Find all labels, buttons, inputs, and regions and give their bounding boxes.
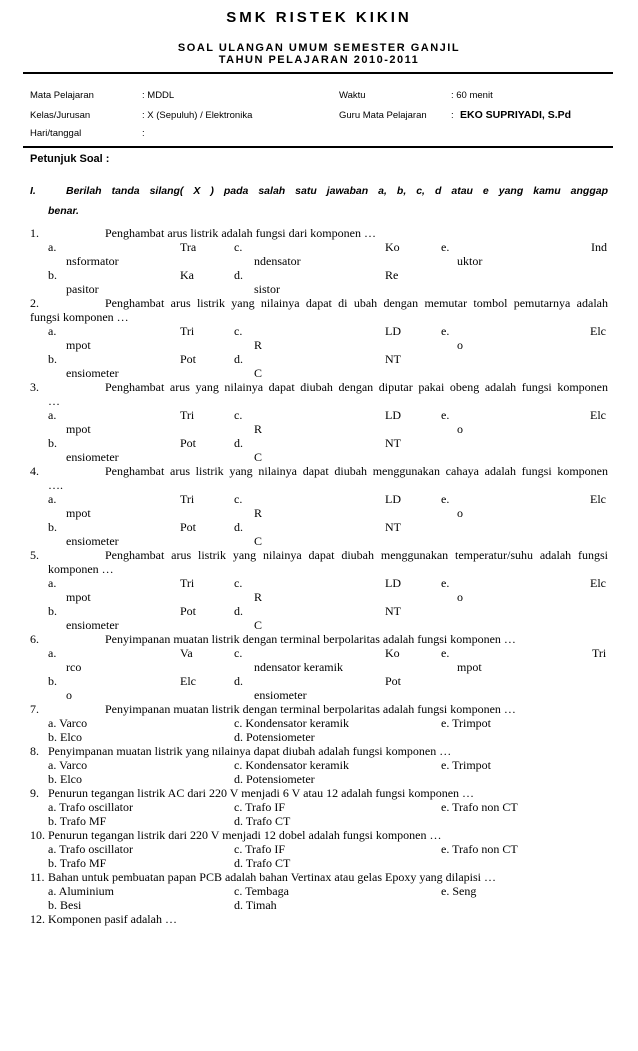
question-text: Penurun tegangan listrik AC dari 220 V menjadi 6 V atau 12 adalah fungsi komponen … (48, 786, 475, 800)
option-e-text-cont: mpot (457, 660, 482, 674)
question-number: 11. (30, 870, 45, 884)
option-e: e. Trimpot (441, 758, 492, 772)
option-e: e. (441, 646, 450, 660)
date-value: : (142, 128, 145, 139)
option-b-text: Pot (180, 352, 197, 366)
option-e-text: Elc (590, 408, 606, 422)
option-a-text-cont: mpot (66, 590, 91, 604)
option-e-text: Tri (592, 646, 607, 660)
option-d: d. (234, 604, 243, 618)
option-a-text: Tri (180, 576, 195, 590)
time-value: : 60 menit (451, 90, 493, 101)
option-b-text-cont: ensiometer (66, 534, 119, 548)
option-b-text-cont: pasitor (66, 282, 99, 296)
option-a: a. Varco (48, 716, 88, 730)
question-number: 8. (30, 744, 39, 758)
option-b-text: Elc (180, 674, 196, 688)
option-c-text-cont: R (254, 506, 263, 520)
option-c: c. (234, 492, 243, 506)
option-c-text-cont: ndensator (254, 254, 301, 268)
instruction-line (30, 185, 608, 197)
question-number: 7. (30, 702, 39, 716)
exam-title: SOAL ULANGAN UMUM SEMESTER GANJIL (177, 42, 461, 54)
option-b: b. Elco (48, 772, 82, 786)
option-c-text: LD (385, 492, 401, 506)
option-a-text: Tri (180, 492, 195, 506)
instruction-text: Berilah tanda silang( X ) pada salah satu jawaban a, b, c, d atau e yang kamu anggap (66, 185, 608, 197)
option-b: b. Besi (48, 898, 82, 912)
teacher-name: EKO SUPRIYADI, S.Pd (460, 109, 572, 121)
teacher-colon: : (451, 110, 454, 121)
option-b: b. (48, 674, 57, 688)
question-number: 3. (30, 380, 39, 394)
option-b-text: Ka (180, 268, 194, 282)
option-b-text-cont: o (66, 688, 72, 702)
option-c-text: LD (385, 408, 401, 422)
option-a: a. Aluminium (48, 884, 114, 898)
option-c: c. Trafo IF (234, 800, 286, 814)
option-a: a. (48, 324, 57, 338)
option-d: d. Trafo CT (234, 856, 291, 870)
question-text: Penghambat arus listrik yang nilainya dapat diubah menggunakan temperatur/suhu adalah fungsi (105, 548, 608, 562)
question-number: 5. (30, 548, 39, 562)
option-d-text-cont: C (254, 450, 263, 464)
option-b-text: Pot (180, 604, 197, 618)
option-b-text: Pot (180, 436, 197, 450)
option-e-text-cont: o (457, 422, 463, 436)
option-e: e. (441, 576, 450, 590)
option-e: e. Trafo non CT (441, 800, 518, 814)
instruction-text-end: benar. (48, 205, 79, 217)
question-text: Komponen pasif adalah … (48, 912, 177, 926)
subject-label: Mata Pelajaran (30, 90, 94, 101)
option-a-text-cont: rco (66, 660, 82, 674)
option-a: a. Trafo oscillator (48, 842, 133, 856)
question-number: 12. (30, 912, 45, 926)
option-b: b. (48, 604, 57, 618)
info-divider (23, 146, 613, 148)
option-d: d. Potensiometer (234, 772, 315, 786)
option-c: c. (234, 240, 243, 254)
question-text-cont: komponen … (48, 562, 114, 576)
option-a: a. Trafo oscillator (48, 800, 133, 814)
question-text-cont: … (48, 394, 60, 408)
option-a-text: Tri (180, 408, 195, 422)
question-text: Penyimpanan muatan listrik yang nilainya dapat diubah adalah fungsi komponen … (48, 744, 452, 758)
option-b: b. (48, 436, 57, 450)
option-d: d. (234, 436, 243, 450)
header-divider (23, 72, 613, 74)
option-e: e. (441, 324, 450, 338)
option-a: a. Varco (48, 758, 88, 772)
option-b: b. Trafo MF (48, 814, 107, 828)
option-b-text: Pot (180, 520, 197, 534)
option-d-text-cont: C (254, 534, 263, 548)
option-a-text-cont: mpot (66, 506, 91, 520)
question-number: 4. (30, 464, 39, 478)
option-c-text: LD (385, 576, 401, 590)
option-c-text: Ko (385, 240, 400, 254)
option-e: e. (441, 408, 450, 422)
option-b: b. (48, 268, 57, 282)
class-value: : X (Sepuluh) / Elektronika (142, 110, 253, 121)
school-year: TAHUN PELAJARAN 2010-2011 (218, 54, 420, 66)
option-e-text: Elc (590, 492, 606, 506)
option-c: c. Tembaga (234, 884, 289, 898)
option-c: c. (234, 576, 243, 590)
option-d: d. (234, 352, 243, 366)
option-e: e. Trafo non CT (441, 842, 518, 856)
school-name: SMK RISTEK KIKIN (226, 9, 412, 26)
question-number: 10. (30, 828, 45, 842)
option-c-text-cont: ndensator keramik (254, 660, 343, 674)
subject-value: : MDDL (142, 90, 175, 101)
question-text: Penurun tegangan listrik dari 220 V menjadi 12 dobel adalah fungsi komponen … (48, 828, 442, 842)
question-text: Penghambat arus listrik yang nilainya dapat di ubah dengan memutar tombol pemutarnya adalah (105, 296, 608, 310)
option-b: b. Trafo MF (48, 856, 107, 870)
option-e-text-cont: o (457, 590, 463, 604)
option-a: a. (48, 576, 57, 590)
option-d: d. Timah (234, 898, 277, 912)
option-c-text-cont: R (254, 338, 263, 352)
option-d-text: Pot (385, 674, 402, 688)
option-a-text-cont: nsformator (66, 254, 119, 268)
option-b: b. (48, 520, 57, 534)
option-b-text-cont: ensiometer (66, 450, 119, 464)
option-c-text-cont: R (254, 590, 263, 604)
option-c: c. Kondensator keramik (234, 716, 349, 730)
option-e-text-cont: o (457, 506, 463, 520)
question-number: 6. (30, 632, 39, 646)
option-c-text-cont: R (254, 422, 263, 436)
option-d: d. (234, 674, 243, 688)
option-a: a. (48, 240, 57, 254)
option-e: e. Trimpot (441, 716, 492, 730)
option-a: a. (48, 646, 57, 660)
option-d: d. Trafo CT (234, 814, 291, 828)
question-text-cont: …. (48, 478, 63, 492)
option-b-text-cont: ensiometer (66, 366, 119, 380)
option-e-text: Ind (591, 240, 607, 254)
option-c: c. (234, 646, 243, 660)
option-a-text-cont: mpot (66, 338, 91, 352)
instructions-heading: Petunjuk Soal : (30, 153, 110, 165)
option-d-text: Re (385, 268, 399, 282)
option-e-text-cont: o (457, 338, 463, 352)
option-a: a. (48, 492, 57, 506)
option-d-text-cont: ensiometer (254, 688, 307, 702)
option-c: c. Kondensator keramik (234, 758, 349, 772)
option-e-text-cont: uktor (457, 254, 483, 268)
option-a-text: Va (180, 646, 193, 660)
question-number: 1. (30, 226, 39, 240)
option-e-text: Elc (590, 324, 606, 338)
option-c-text: LD (385, 324, 401, 338)
option-c: c. Trafo IF (234, 842, 286, 856)
option-d-text: NT (385, 604, 401, 618)
question-text: Bahan untuk pembuatan papan PCB adalah bahan Vertinax atau gelas Epoxy yang dilapisi … (48, 870, 497, 884)
option-d-text: NT (385, 352, 401, 366)
question-text-cont: fungsi komponen … (30, 310, 129, 324)
option-a-text-cont: mpot (66, 422, 91, 436)
option-e: e. Seng (441, 884, 477, 898)
option-b: b. (48, 352, 57, 366)
question-text: Penghambat arus listrik yang nilainya dapat diubah menggunakan cahaya adalah fungsi komponen (105, 464, 608, 478)
option-a-text: Tra (180, 240, 197, 254)
option-e-text: Elc (590, 576, 606, 590)
question-text: Penyimpanan muatan listrik dengan terminal berpolaritas adalah fungsi komponen … (105, 632, 516, 646)
option-d: d. Potensiometer (234, 730, 315, 744)
question-text: Penghambat arus yang nilainya dapat diubah dengan diputar pakai obeng adalah fungsi komponen (105, 380, 608, 394)
option-c: c. (234, 408, 243, 422)
option-d-text-cont: C (254, 366, 263, 380)
option-d: d. (234, 520, 243, 534)
option-c: c. (234, 324, 243, 338)
time-label: Waktu (339, 90, 366, 101)
question-number: 2. (30, 296, 39, 310)
date-label: Hari/tanggal (30, 128, 82, 139)
section-number: I. (30, 185, 36, 197)
option-e: e. (441, 240, 450, 254)
teacher-label: Guru Mata Pelajaran (339, 110, 427, 121)
option-d-text-cont: sistor (254, 282, 281, 296)
option-b: b. Elco (48, 730, 82, 744)
question-text: Penghambat arus listrik adalah fungsi dari komponen … (105, 226, 376, 240)
option-d-text: NT (385, 436, 401, 450)
option-b-text-cont: ensiometer (66, 618, 119, 632)
option-c-text: Ko (385, 646, 400, 660)
option-a-text: Tri (180, 324, 195, 338)
option-e: e. (441, 492, 450, 506)
option-d: d. (234, 268, 243, 282)
class-label: Kelas/Jurusan (30, 110, 91, 121)
option-d-text-cont: C (254, 618, 263, 632)
option-d-text: NT (385, 520, 401, 534)
question-text: Penyimpanan muatan listrik dengan terminal berpolaritas adalah fungsi komponen … (105, 702, 516, 716)
question-number: 9. (30, 786, 39, 800)
option-a: a. (48, 408, 57, 422)
